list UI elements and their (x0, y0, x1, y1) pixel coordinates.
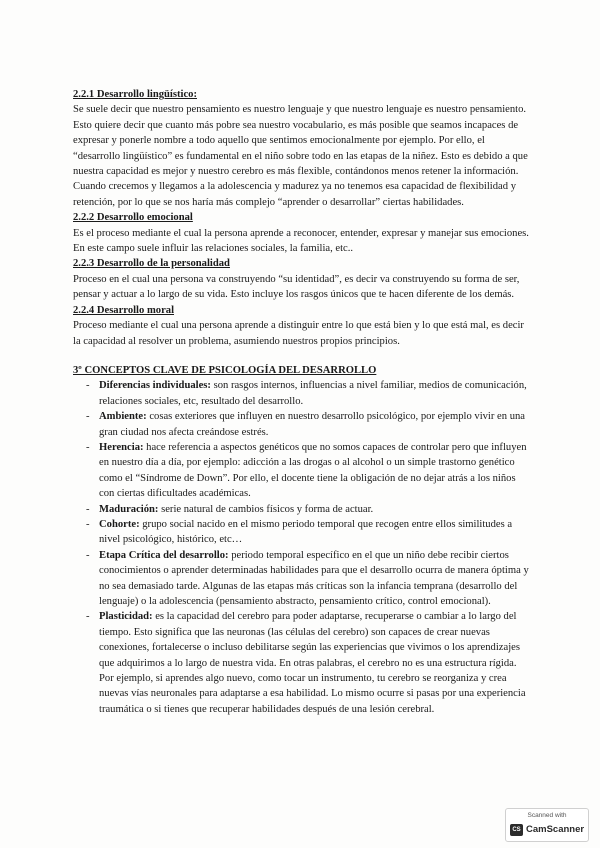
document-page (73, 87, 533, 717)
paragraph-2-2-4: Proceso mediante el cual una persona aprende a distinguir entre lo que está bien y lo que está mal, es decir la capacidad al resolver un problema, asumiendo nuestros propios principios. (73, 320, 524, 347)
camscanner-logo-icon: CS (510, 824, 523, 836)
camscanner-brand: CamScanner (526, 824, 585, 835)
concept-term: Diferencias individuales: (99, 380, 211, 392)
camscanner-watermark (505, 808, 589, 842)
concept-term: Herencia: (99, 441, 144, 453)
scanned-with-label: Scanned with (527, 812, 567, 819)
concept-item: - Ambiente: cosas exteriores que influyen en nuestro desarrollo psicológico, por ejemplo vivir en una gran ciudad nos afecta creándose estrés. (86, 411, 525, 438)
heading-2-2-3: 2.2.3 Desarrollo de la personalidad (73, 258, 230, 270)
section-title-conceptos-clave: 3º CONCEPTOS CLAVE DE PSICOLOGÍA DEL DESARROLLO (73, 364, 377, 376)
concept-term: Plasticidad: (99, 611, 153, 623)
concept-item: - Plasticidad: es la capacidad del cerebro para poder adaptarse, recuperarse o cambiar a lo largo del tiempo. Esto significa que las neuronas (las células del cerebro) son capaces de crear nuevas conexiones, fortalecerse o incluso debilitarse según las experiencias que vivimos o los aprendizajes que adquirimos a lo largo de nuestra vida. En otras palabras, el cerebro no es una estructura rígida. Por ejemplo, si aprendes algo nuevo, como tocar un instrumento, tu cerebro se reorganiza y crea nuevas vías neuronales para adaptarse a esa habilidad. Lo mismo ocurre si pasas por una experiencia traumática o si tienes que recuperar habilidades después de una lesión cerebral. (86, 611, 526, 715)
concept-text: cosas exteriores que influyen en nuestro desarrollo psicológico, por ejemplo vivir en una gran ciudad nos afecta creándose estrés. (99, 411, 525, 438)
concept-item: - Cohorte: grupo social nacido en el mismo periodo temporal que recogen entre ellos similitudes a nivel psicológico, histórico, etc… (86, 518, 513, 546)
concept-text: son rasgos internos, influencias a nivel familiar, medios de comunicación, relaciones sociales, etc, resultado del desarrollo. (99, 380, 527, 407)
concept-item: - Diferencias individuales: son rasgos internos, influencias a nivel familiar, medios de comunicación, relaciones sociales, etc, resultado del desarrollo. (86, 380, 527, 407)
concept-item: - Herencia: hace referencia a aspectos genéticos que no somos capaces de controlar pero que influyen en nuestro día a día, por ejemplo: adicción a las drogas o al alcohol o un simple trastorno genético como el “Síndrome de Down”. Por ello, el docente tiene la obligación de no dejar atrás a los niños con ciertas dificultades académicas. (86, 441, 527, 500)
heading-2-2-4: 2.2.4 Desarrollo moral (73, 304, 175, 316)
concept-item: - Maduración: serie natural de cambios físicos y forma de actuar. (86, 503, 374, 515)
concept-term: Maduración: (99, 503, 159, 515)
concept-text: serie natural de cambios físicos y forma de actuar. (158, 503, 374, 515)
concepts-list (73, 378, 533, 717)
concept-term: Ambiente: (99, 411, 147, 423)
paragraph-2-2-3: Proceso en el cual una persona va construyendo “su identidad”, es decir va construyendo su forma de ser, pensar y actuar a lo largo de su vida. Esto incluye los rasgos únicos que te hacen diferente de los demás. (73, 273, 520, 301)
heading-2-2-2: 2.2.2 Desarrollo emocional (73, 212, 193, 224)
concept-text: grupo social nacido en el mismo periodo temporal que recogen entre ellos similitudes a nivel psicológico, histórico, etc… (99, 518, 513, 546)
paragraph-2-2-1: Se suele decir que nuestro pensamiento es nuestro lenguaje y que nuestro lenguaje es nuestro pensamiento. Esto quiere decir que cuanto más pobre sea nuestro vocabulario, es más posible que seamos incapaces de expresar y ponerle nombre a todo aquello que sentimos emocionalmente por ejemplo. Por ello, el “desarrollo lingüístico” es fundamental en el niño sobre todo en las etapas de la niñez. Esto es debido a que nuestra capacidad es mejor y nuestro cerebro es más flexible, contándonos menos retener la información. Cuando crecemos y llegamos a la adolescencia y madurez ya no tenemos esa capacidad de flexibilidad y retención, por lo que se nos haría más complejo “aprender o desarrollar” ciertas habilidades. (73, 104, 528, 208)
concept-text: hace referencia a aspectos genéticos que no somos capaces de controlar pero que influyen en nuestro día a día, por ejemplo: adicción a las drogas o al alcohol o un simple trastorno genético como el “Síndrome de Down”. Por ello, el docente tiene la obligación de no dejar atrás a los niños con ciertas dificultades académicas. (99, 441, 527, 500)
paragraph-2-2-2: Es el proceso mediante el cual la persona aprende a reconocer, entender, expresar y manejar sus emociones. En este campo suele influir las relaciones sociales, la familia, etc.. (73, 227, 529, 255)
heading-2-2-1: 2.2.1 Desarrollo lingüístico: (73, 89, 197, 100)
concept-term: Etapa Crítica del desarrollo: (99, 549, 229, 561)
concept-item: - Etapa Crítica del desarrollo: periodo temporal específico en el que un niño debe recibir ciertos conocimientos o aprender determinadas habilidades para que el desarrollo ocurra de manera óptima y no sea demasiado tarde. Algunas de las etapas más críticas son la infancia temprana (desarrollo del lenguaje) o la adolescencia (pensamiento abstracto, pensamiento crítico, control emocional). (86, 549, 529, 607)
concept-term: Cohorte: (99, 518, 140, 530)
concept-text: es la capacidad del cerebro para poder adaptarse, recuperarse o cambiar a lo largo del tiempo. Esto significa que las neuronas (las células del cerebro) son capaces de crear nuevas conexiones, fortalecerse o incluso debilitarse según las experiencias que vivimos o los aprendizajes que adquirimos a lo largo de nuestra vida. En otras palabras, el cerebro no es una estructura rígida. Por ejemplo, si aprendes algo nuevo, como tocar un instrumento, tu cerebro se reorganiza y crea nuevas vías neuronales para adaptarse a esa habilidad. Lo mismo ocurre si pasas por una experiencia traumática o si tienes que recuperar habilidades después de una lesión cerebral. (99, 611, 526, 715)
concept-text: periodo temporal específico en el que un niño debe recibir ciertos conocimientos o aprender determinadas habilidades para que el desarrollo ocurra de manera óptima y no sea demasiado tarde. Algunas de las etapas más críticas son la infancia temprana (desarrollo del lenguaje) o la adolescencia (pensamiento abstracto, pensamiento crítico, control emocional). (99, 549, 529, 607)
